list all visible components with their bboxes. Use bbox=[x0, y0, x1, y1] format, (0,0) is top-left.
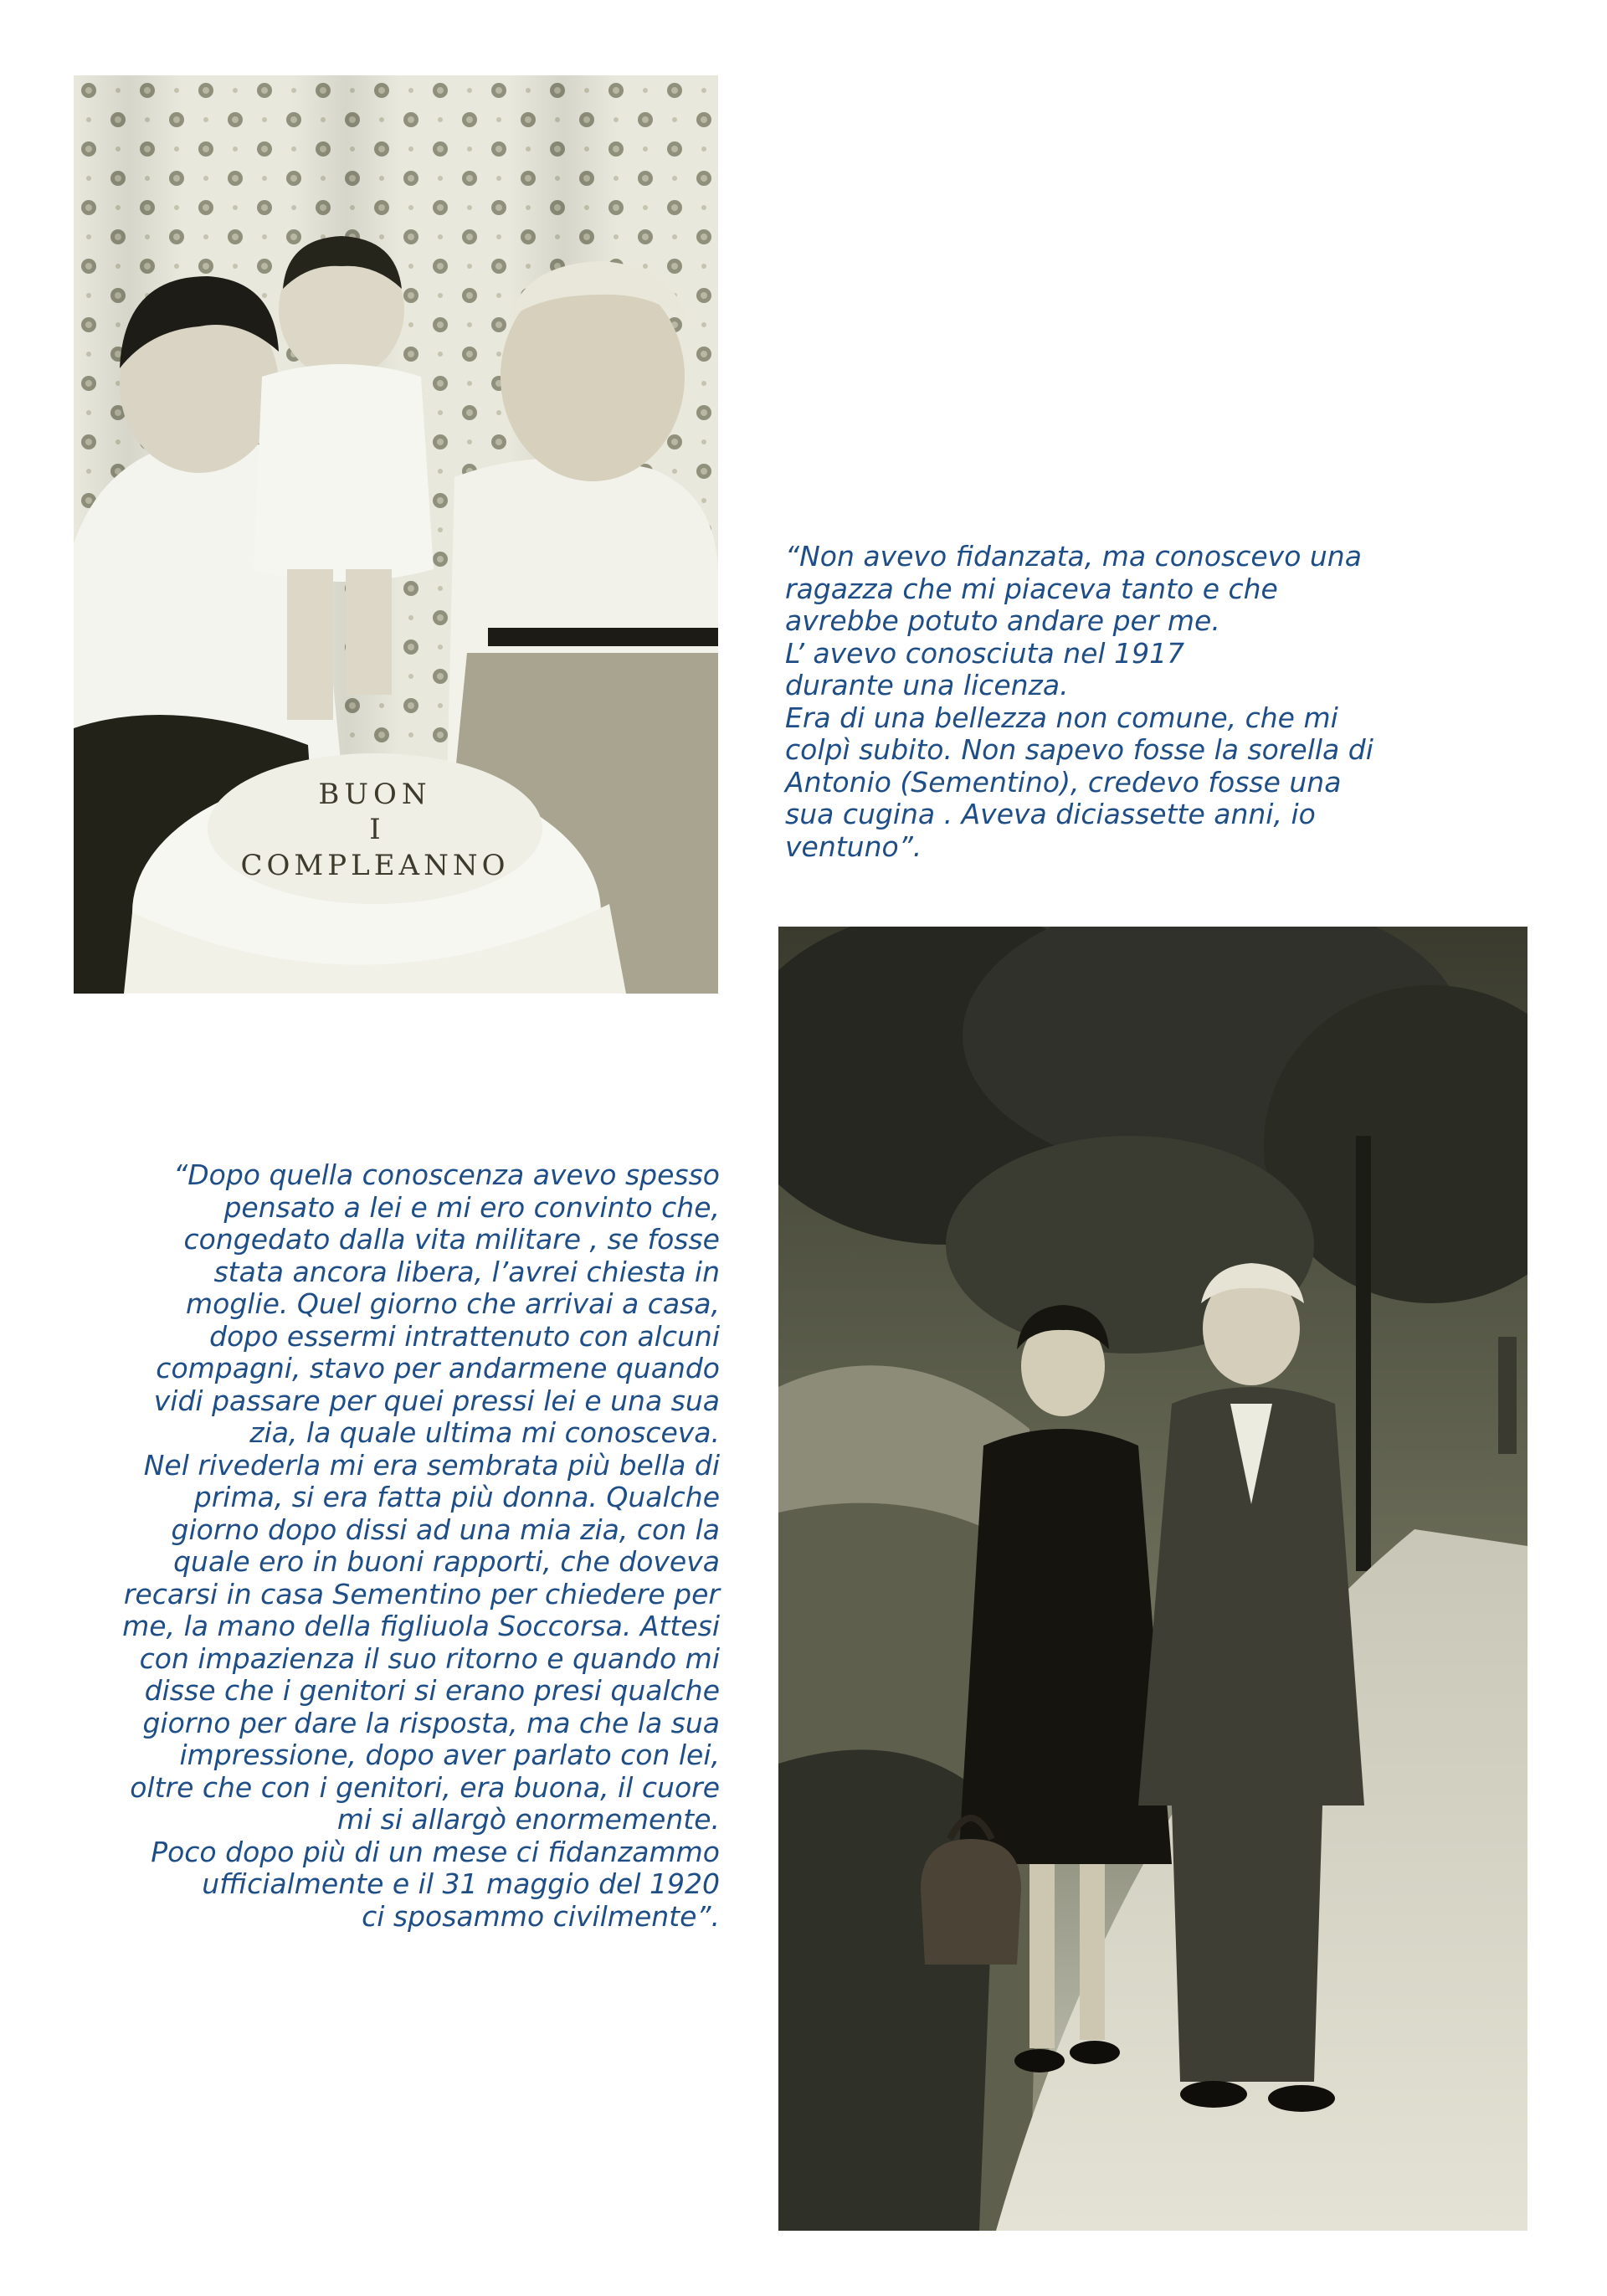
couple-photo bbox=[778, 927, 1527, 2231]
cake-text-line1: BUON bbox=[318, 778, 432, 811]
birthday-photo bbox=[74, 75, 718, 994]
quote-second: “Dopo quella conoscenza avevo spesso pensato a lei e mi ero convinto che, congedato dalla vita militare , se fosse stata ancora libera, l’avrei chiesta in moglie. Quel giorno che arrivai a casa, dopo essermi intrattenuto con alcuni compagni, stavo per andarmene quando vidi passare per quei pressi lei e una sua zia, la quale ultima mi conosceva. Nel rivederla mi era sembrata più bella di prima, si era fatta più donna. Qualche giorno dopo dissi ad una mia zia, con la quale ero in buoni rapporti, che doveva recarsi in casa Sementino per chiedere per me, la mano della figliuola Soccorsa. Attesi con impazienza il suo ritorno e quando mi disse che i genitori si erano presi qualche giorno per dare la risposta, ma che la sua impressione, dopo aver parlato con lei, oltre che con i genitori, era buona, il cuore mi si allargò enormemente. Poco dopo più di un mese ci fidanzammo ufficialmente e il 31 maggio del 1920 ci sposammo civilmente”. bbox=[122, 1158, 720, 1933]
birthday-photo-image bbox=[74, 75, 718, 994]
cake-text-line3: COMPLEANNO bbox=[240, 849, 510, 882]
quote-first: “Non avevo fidanzata, ma conoscevo una ragazza che mi piaceva tanto e che avrebbe potuto andare per me. L’ avevo conosciuta nel 1917 durante una licenza. Era di una bellezza non comune, che mi colpì subito. Non sapevo fosse la sorella di Antonio (Sementino), credevo fosse una sua cugina . Aveva diciassette anni, io ventuno”. bbox=[785, 540, 1373, 863]
couple-photo-image bbox=[778, 927, 1527, 2231]
cake-text-line2: I bbox=[369, 813, 381, 846]
